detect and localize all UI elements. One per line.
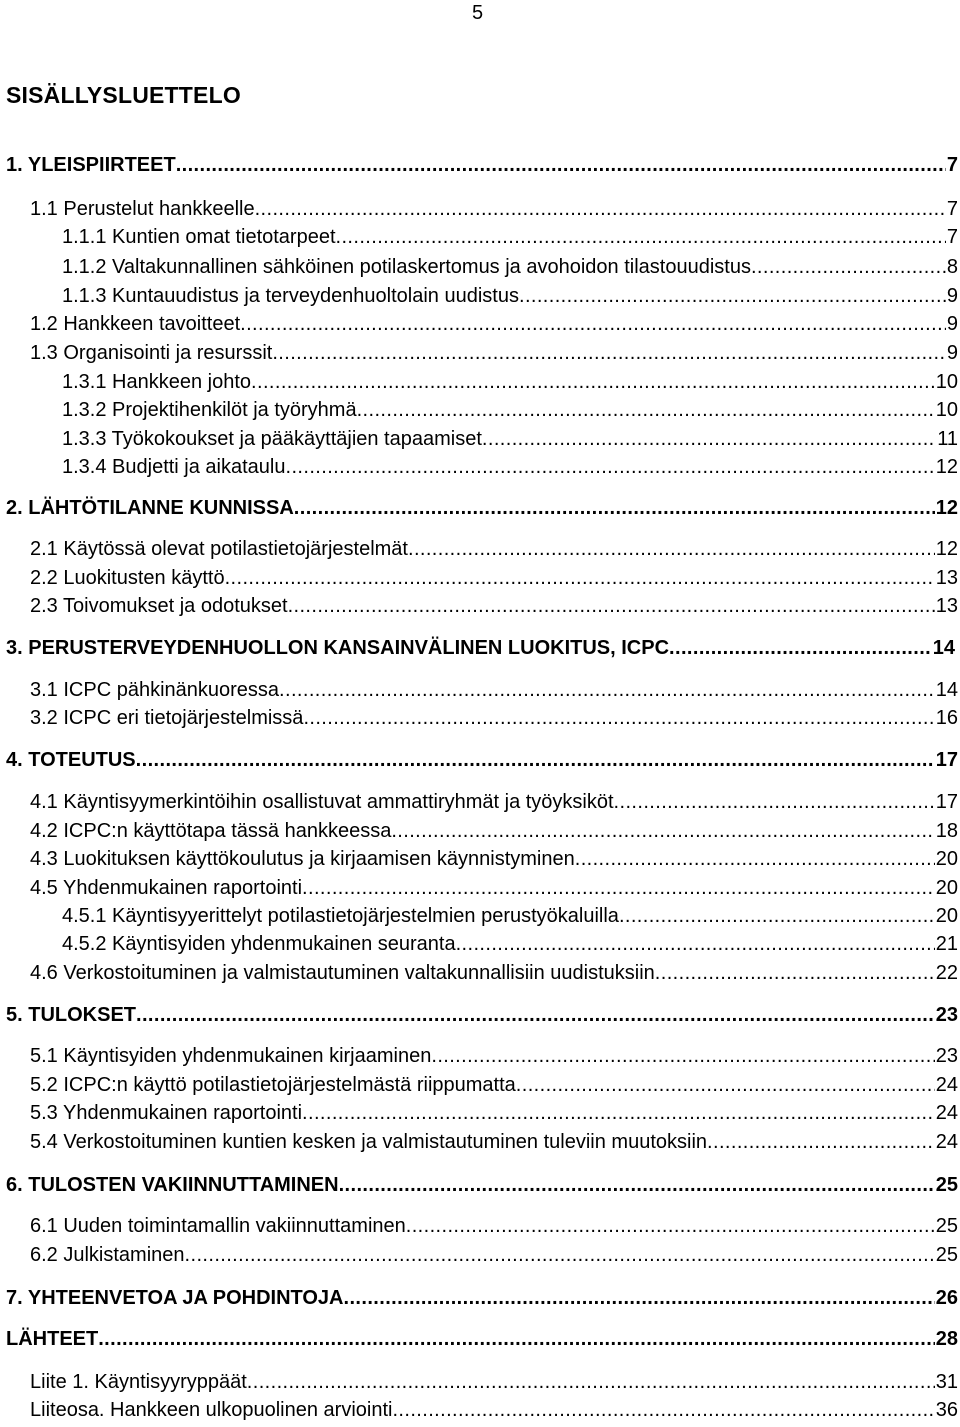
toc-entry-label: 4. TOTEUTUS: [6, 749, 136, 771]
toc-entry-page: 17: [935, 749, 958, 771]
toc-entry-label: 2. LÄHTÖTILANNE KUNNISSA: [6, 497, 294, 519]
toc-entry[interactable]: [30, 1213, 958, 1239]
toc-entry[interactable]: [30, 960, 958, 986]
toc-entry[interactable]: [30, 311, 958, 337]
toc-entry-page: 11: [937, 428, 958, 450]
toc-entry-label: 1.3.2 Projektihenkilöt ja työryhmä: [62, 399, 357, 421]
toc-entry[interactable]: [30, 677, 958, 703]
toc-entry-page: 20: [935, 848, 958, 870]
toc-entry[interactable]: [30, 565, 958, 591]
toc-entry-label: 6. TULOSTEN VAKIINNUTTAMINEN: [6, 1174, 339, 1196]
toc-entry-page: 23: [935, 1045, 958, 1067]
toc-leader-dots: [302, 875, 935, 901]
toc-entry-page: 12: [935, 538, 958, 560]
toc-entry-page: 10: [935, 371, 958, 393]
toc-entry[interactable]: [30, 593, 958, 619]
toc-entry-page: 9: [946, 342, 958, 364]
toc-leader-dots: [279, 677, 935, 703]
toc-entry[interactable]: [30, 789, 958, 815]
toc-leader-dots: [391, 818, 934, 844]
toc-entry-page: 9: [946, 313, 958, 335]
toc-entry-page: 36: [935, 1399, 958, 1421]
toc-entry[interactable]: [6, 747, 958, 773]
toc-entry-label: 3. PERUSTERVEYDENHUOLLON KANSAINVÄLINEN LUOKITUS, ICPC: [6, 637, 670, 659]
toc-entry[interactable]: [62, 224, 958, 250]
toc-entry-page: 18: [935, 820, 958, 842]
toc-entry-page: 25: [935, 1174, 958, 1196]
toc-entry-label: 3.2 ICPC eri tietojärjestelmissä: [30, 707, 304, 729]
toc-leader-dots: [482, 426, 936, 452]
page-number: 5: [472, 2, 484, 24]
toc-entry[interactable]: [30, 1043, 958, 1069]
toc-entry[interactable]: [6, 1326, 958, 1352]
toc-leader-dots: [185, 1242, 935, 1268]
toc-leader-dots: [357, 397, 935, 423]
toc-entry-page: 24: [935, 1102, 958, 1124]
toc-entry-label: Liiteosa. Hankkeen ulkopuolinen arviointi: [30, 1399, 393, 1421]
toc-leader-dots: [240, 311, 946, 337]
toc-entry[interactable]: [62, 931, 958, 957]
toc-leader-dots: [136, 1002, 935, 1028]
toc-leader-dots: [344, 1285, 935, 1311]
toc-entry[interactable]: [62, 454, 958, 480]
toc-entry-page: 14: [935, 679, 958, 701]
toc-leader-dots: [619, 903, 935, 929]
toc-leader-dots: [751, 254, 946, 280]
toc-entry[interactable]: [30, 1242, 958, 1268]
toc-entry-label: 1.3.1 Hankkeen johto: [62, 371, 252, 393]
toc-entry[interactable]: [30, 1100, 958, 1126]
toc-entry-page: 24: [935, 1131, 958, 1153]
toc-entry-label: 5. TULOKSET: [6, 1004, 137, 1026]
toc-entry-page: 26: [935, 1287, 958, 1309]
toc-leader-dots: [392, 1397, 934, 1423]
toc-leader-dots: [225, 565, 935, 591]
toc-leader-dots: [176, 152, 946, 178]
toc-entry-label: 1.1 Perustelut hankkeelle: [30, 198, 255, 220]
toc-entry-page: 12: [935, 497, 958, 519]
toc-entry[interactable]: [30, 846, 958, 872]
toc-entry-page: 14: [932, 637, 955, 659]
toc-entry-label: 4.5 Yhdenmukainen raportointi: [30, 877, 303, 899]
toc-entry-label: 6.1 Uuden toimintamallin vakiinnuttaminen: [30, 1215, 406, 1237]
toc-entry[interactable]: [6, 1172, 958, 1198]
toc-entry-page: 8: [946, 256, 958, 278]
toc-entry-label: LÄHTEET: [6, 1328, 99, 1350]
toc-leader-dots: [286, 454, 935, 480]
toc-entry[interactable]: [6, 1002, 958, 1028]
page-title: SISÄLLYSLUETTELO: [6, 82, 241, 108]
toc-entry-label: Liite 1. Käyntisyyryppäät: [30, 1371, 247, 1393]
toc-entry-page: 17: [935, 791, 958, 813]
toc-entry-page: 25: [935, 1244, 958, 1266]
toc-entry-page: 25: [935, 1215, 958, 1237]
toc-entry-label: 1.3.3 Työkokoukset ja pääkäyttäjien tapaamiset: [62, 428, 482, 450]
toc-entry[interactable]: [30, 875, 958, 901]
toc-leader-dots: [339, 1172, 935, 1198]
toc-entry-label: 5.1 Käyntisyiden yhdenmukainen kirjaaminen: [30, 1045, 432, 1067]
toc-entry-page: 9: [946, 285, 958, 307]
toc-entry[interactable]: [62, 397, 958, 423]
toc-entry[interactable]: [30, 196, 958, 222]
toc-entry-page: 12: [935, 456, 958, 478]
toc-leader-dots: [272, 340, 946, 366]
toc-entry-label: 1.3 Organisointi ja resurssit: [30, 342, 273, 364]
toc-leader-dots: [136, 747, 935, 773]
toc-entry-label: 2.2 Luokitusten käyttö: [30, 567, 225, 589]
toc-entry-page: 20: [935, 877, 958, 899]
toc-entry-label: 3.1 ICPC pähkinänkuoressa: [30, 679, 280, 701]
toc-entry[interactable]: [6, 152, 958, 178]
toc-entry[interactable]: [30, 705, 958, 731]
toc-entry-label: 4.2 ICPC:n käyttötapa tässä hankkeessa: [30, 820, 392, 842]
toc-leader-dots: [98, 1326, 935, 1352]
toc-leader-dots: [408, 536, 935, 562]
toc-entry-label: 1. YLEISPIIRTEET: [6, 154, 176, 176]
toc-entry-label: 4.6 Verkostoituminen ja valmistautuminen valtakunnallisiin uudistuksiin: [30, 962, 655, 984]
toc-entry[interactable]: [6, 635, 955, 661]
toc-leader-dots: [302, 1100, 935, 1126]
toc-entry-label: 1.1.2 Valtakunnallinen sähköinen potilaskertomus ja avohoidon tilastouudistus: [62, 256, 751, 278]
toc-leader-dots: [575, 846, 935, 872]
toc-entry-page: 20: [935, 905, 958, 927]
toc-entry-label: 1.1.3 Kuntauudistus ja terveydenhuoltolain uudistus: [62, 285, 519, 307]
toc-leader-dots: [431, 1043, 934, 1069]
toc-entry-page: 13: [935, 595, 958, 617]
toc-entry-page: 24: [935, 1074, 958, 1096]
toc-entry-page: 31: [935, 1371, 958, 1393]
toc-entry[interactable]: [62, 254, 958, 280]
toc-entry-page: 10: [935, 399, 958, 421]
toc-entry-page: 22: [935, 962, 958, 984]
toc-entry[interactable]: [30, 1369, 958, 1395]
toc-entry-label: 2.1 Käytössä olevat potilastietojärjestelmät: [30, 538, 408, 560]
toc-entry-label: 4.5.2 Käyntisyiden yhdenmukainen seuranta: [62, 933, 456, 955]
toc-entry[interactable]: [6, 495, 958, 521]
toc-entry[interactable]: [30, 1072, 958, 1098]
toc-entry-label: 6.2 Julkistaminen: [30, 1244, 185, 1266]
toc-entry[interactable]: [30, 1397, 958, 1423]
toc-leader-dots: [255, 196, 946, 222]
toc-leader-dots: [614, 789, 935, 815]
toc-leader-dots: [406, 1213, 935, 1239]
toc-leader-dots: [456, 931, 935, 957]
toc-leader-dots: [303, 705, 934, 731]
toc-entry[interactable]: [30, 536, 958, 562]
toc-entry-label: 1.2 Hankkeen tavoitteet: [30, 313, 241, 335]
toc-entry-label: 5.4 Verkostoituminen kuntien kesken ja valmistautuminen tuleviin muutoksiin: [30, 1131, 708, 1153]
toc-leader-dots: [519, 283, 946, 309]
toc-leader-dots: [294, 495, 935, 521]
toc-entry-page: 23: [935, 1004, 958, 1026]
toc-entry-label: 1.1.1 Kuntien omat tietotarpeet: [62, 226, 336, 248]
toc-entry-label: 4.5.1 Käyntisyyerittelyt potilastietojärjestelmien perustyökaluilla: [62, 905, 619, 927]
toc-leader-dots: [288, 593, 935, 619]
toc-entry[interactable]: [6, 1285, 958, 1311]
toc-entry[interactable]: [62, 283, 958, 309]
toc-entry-label: 1.3.4 Budjetti ja aikataulu: [62, 456, 286, 478]
toc-entry-page: 28: [935, 1328, 958, 1350]
toc-entry-page: 7: [946, 198, 958, 220]
toc-entry-page: 13: [935, 567, 958, 589]
toc-entry[interactable]: [62, 426, 958, 452]
toc-entry-label: 4.1 Käyntisyymerkintöihin osallistuvat ammattiryhmät ja työyksiköt: [30, 791, 614, 813]
toc-entry-label: 7. YHTEENVETOA JA POHDINTOJA: [6, 1287, 344, 1309]
toc-leader-dots: [669, 635, 932, 661]
toc-entry-page: 21: [935, 933, 958, 955]
toc-leader-dots: [516, 1072, 935, 1098]
toc-entry-label: 5.2 ICPC:n käyttö potilastietojärjestelmästä riippumatta: [30, 1074, 516, 1096]
toc-leader-dots: [251, 369, 935, 395]
toc-leader-dots: [655, 960, 935, 986]
toc-entry-label: 4.3 Luokituksen käyttökoulutus ja kirjaamisen käynnistyminen: [30, 848, 575, 870]
toc-entry[interactable]: [62, 903, 958, 929]
toc-entry[interactable]: [62, 369, 958, 395]
toc-entry-page: 7: [946, 154, 958, 176]
toc-entry[interactable]: [30, 1129, 958, 1155]
toc-entry-label: 5.3 Yhdenmukainen raportointi: [30, 1102, 303, 1124]
toc-entry[interactable]: [30, 818, 958, 844]
toc-entry[interactable]: [30, 340, 958, 366]
toc-entry-label: 2.3 Toivomukset ja odotukset: [30, 595, 288, 617]
toc-leader-dots: [336, 224, 946, 250]
toc-entry-page: 7: [946, 226, 958, 248]
toc-leader-dots: [247, 1369, 935, 1395]
toc-entry-page: 16: [935, 707, 958, 729]
toc-leader-dots: [707, 1129, 935, 1155]
